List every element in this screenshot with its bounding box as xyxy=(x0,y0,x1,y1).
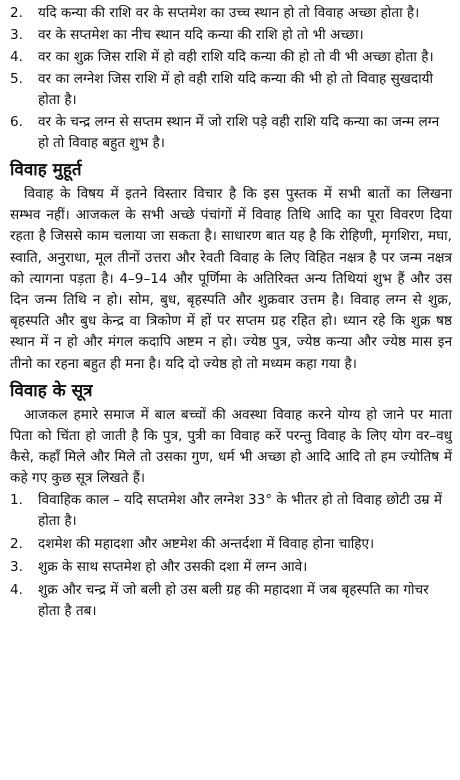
section-paragraph: आजकल हमारे समाज में बाल बच्चों की अवस्था विवाह करने योग्य हो जाने पर माता पिता को चिंता हो जाती है कि पुत्र, पुत्री का विवाह करें परन्तु विवाह के लिए योग वर–वधु कैसे, कहाँ मिले और मिले तो उसका गुण, धर्म भी अच्छा हो आदि आदि तो हम ज्योतिष में कहे गए कुछ सूत्र लिखते हैं। xyxy=(10,406,452,487)
bottom-numbered-list xyxy=(8,490,452,622)
list-item xyxy=(8,490,452,532)
list-text: वर का लग्नेश जिस राशि में हो वही राशि यदि कन्या की भी हो तो विवाह सुखदायी होता है। xyxy=(38,71,434,108)
list-number: 3. xyxy=(10,27,23,43)
list-number: 2. xyxy=(10,5,23,21)
list-item xyxy=(8,69,452,111)
list-number: 6. xyxy=(10,114,23,130)
list-number: 4. xyxy=(10,581,23,598)
list-text: विवाहिक काल – यदि सप्तमेश और लग्नेश 33° के भीतर हो तो विवाह छोटी उम्र में होता है। xyxy=(38,491,442,529)
list-number: 3. xyxy=(10,558,23,575)
list-item xyxy=(8,112,452,154)
list-item xyxy=(8,47,452,68)
section-heading-vivah-sutra: विवाह के सूत्र xyxy=(10,380,93,401)
list-item xyxy=(8,25,452,46)
list-item xyxy=(8,557,452,578)
list-number: 4. xyxy=(10,49,23,65)
list-text: वर का शुक्र जिस राशि में हो वही राशि यदि कन्या की हो तो वी भी अच्छा होता है। xyxy=(38,49,434,65)
list-item xyxy=(8,534,452,555)
list-text: शुक्र और चन्द्र में जो बली हो उस बली ग्रह की महादशा में जब बृहस्पति का गोचर होता है तब। xyxy=(38,581,429,619)
list-text: वर के चन्द्र लग्न से सप्तम स्थान में जो राशि पड़े वही राशि यदि कन्या का जन्म लग्न हो तो विवाह बहुत शुभ है। xyxy=(38,114,440,151)
list-item xyxy=(8,580,452,622)
list-item xyxy=(8,3,452,24)
list-text: शुक्र के साथ सप्तमेश हो और उसकी दशा में लग्न आवे। xyxy=(38,558,308,575)
section-paragraph: विवाह के विषय में इतने विस्तार विचार है कि इस पुस्तक में सभी बातों का लिखना सम्भव नहीं। आजकल के सभी अच्छे पंचांगों में विवाह तिथि आदि का पूरा विवरण दिया रहता है जिससे काम चलाया जा सकता है। साधारण बात यह है कि रोहिणी, मृगशिरा, मघा, स्वाति, अनुराधा, मूल तीनों उत्तरा और रेवती विवाह के लिए विहित नक्षत्र है पर जन्म नक्षत्र को त्यागना पड़ता है। 4–9–14 और पूर्णिमा के अतिरिक्त अन्य तिथियां शुभ हैं और उस दिन जन्म तिथि न हो। सोम, बुध, बृहस्पति और शुक्रवार उत्तम है। विवाह लग्न से शुक्र, बृहस्पति और बुध केन्द्र वा त्रिकोण में हों पर सप्तम ग्रह रहित हो। ध्यान रहे कि शुक्र षष्ठ स्थान में न हो और मंगल कदापि अष्टम न हो। ज्येष्ठ पुत्र, ज्येष्ठ कन्या और ज्येष्ठ मास इन तीनो का रहना बहुत ही मना है। यदि दो ज्येष्ठ हो तो मध्यम कहा गया है। xyxy=(10,186,452,372)
list-text: दशमेश की महादशा और अष्टमेश की अन्तर्दशा में विवाह होना चाहिए। xyxy=(38,535,375,552)
list-number: 5. xyxy=(10,71,23,87)
list-text: वर के सप्तमेश का नीच स्थान यदि कन्या की राशि हो तो भी अच्छा। xyxy=(38,27,364,43)
list-number: 2. xyxy=(10,535,23,552)
list-text: यदि कन्या की राशि वर के सप्तमेश का उच्च स्थान हो तो विवाह अच्छा होता है। xyxy=(38,5,420,21)
top-numbered-list xyxy=(8,0,452,154)
list-number: 1. xyxy=(10,491,23,508)
section-heading-vivah-muhurt: विवाह मुहूर्त xyxy=(10,160,82,180)
